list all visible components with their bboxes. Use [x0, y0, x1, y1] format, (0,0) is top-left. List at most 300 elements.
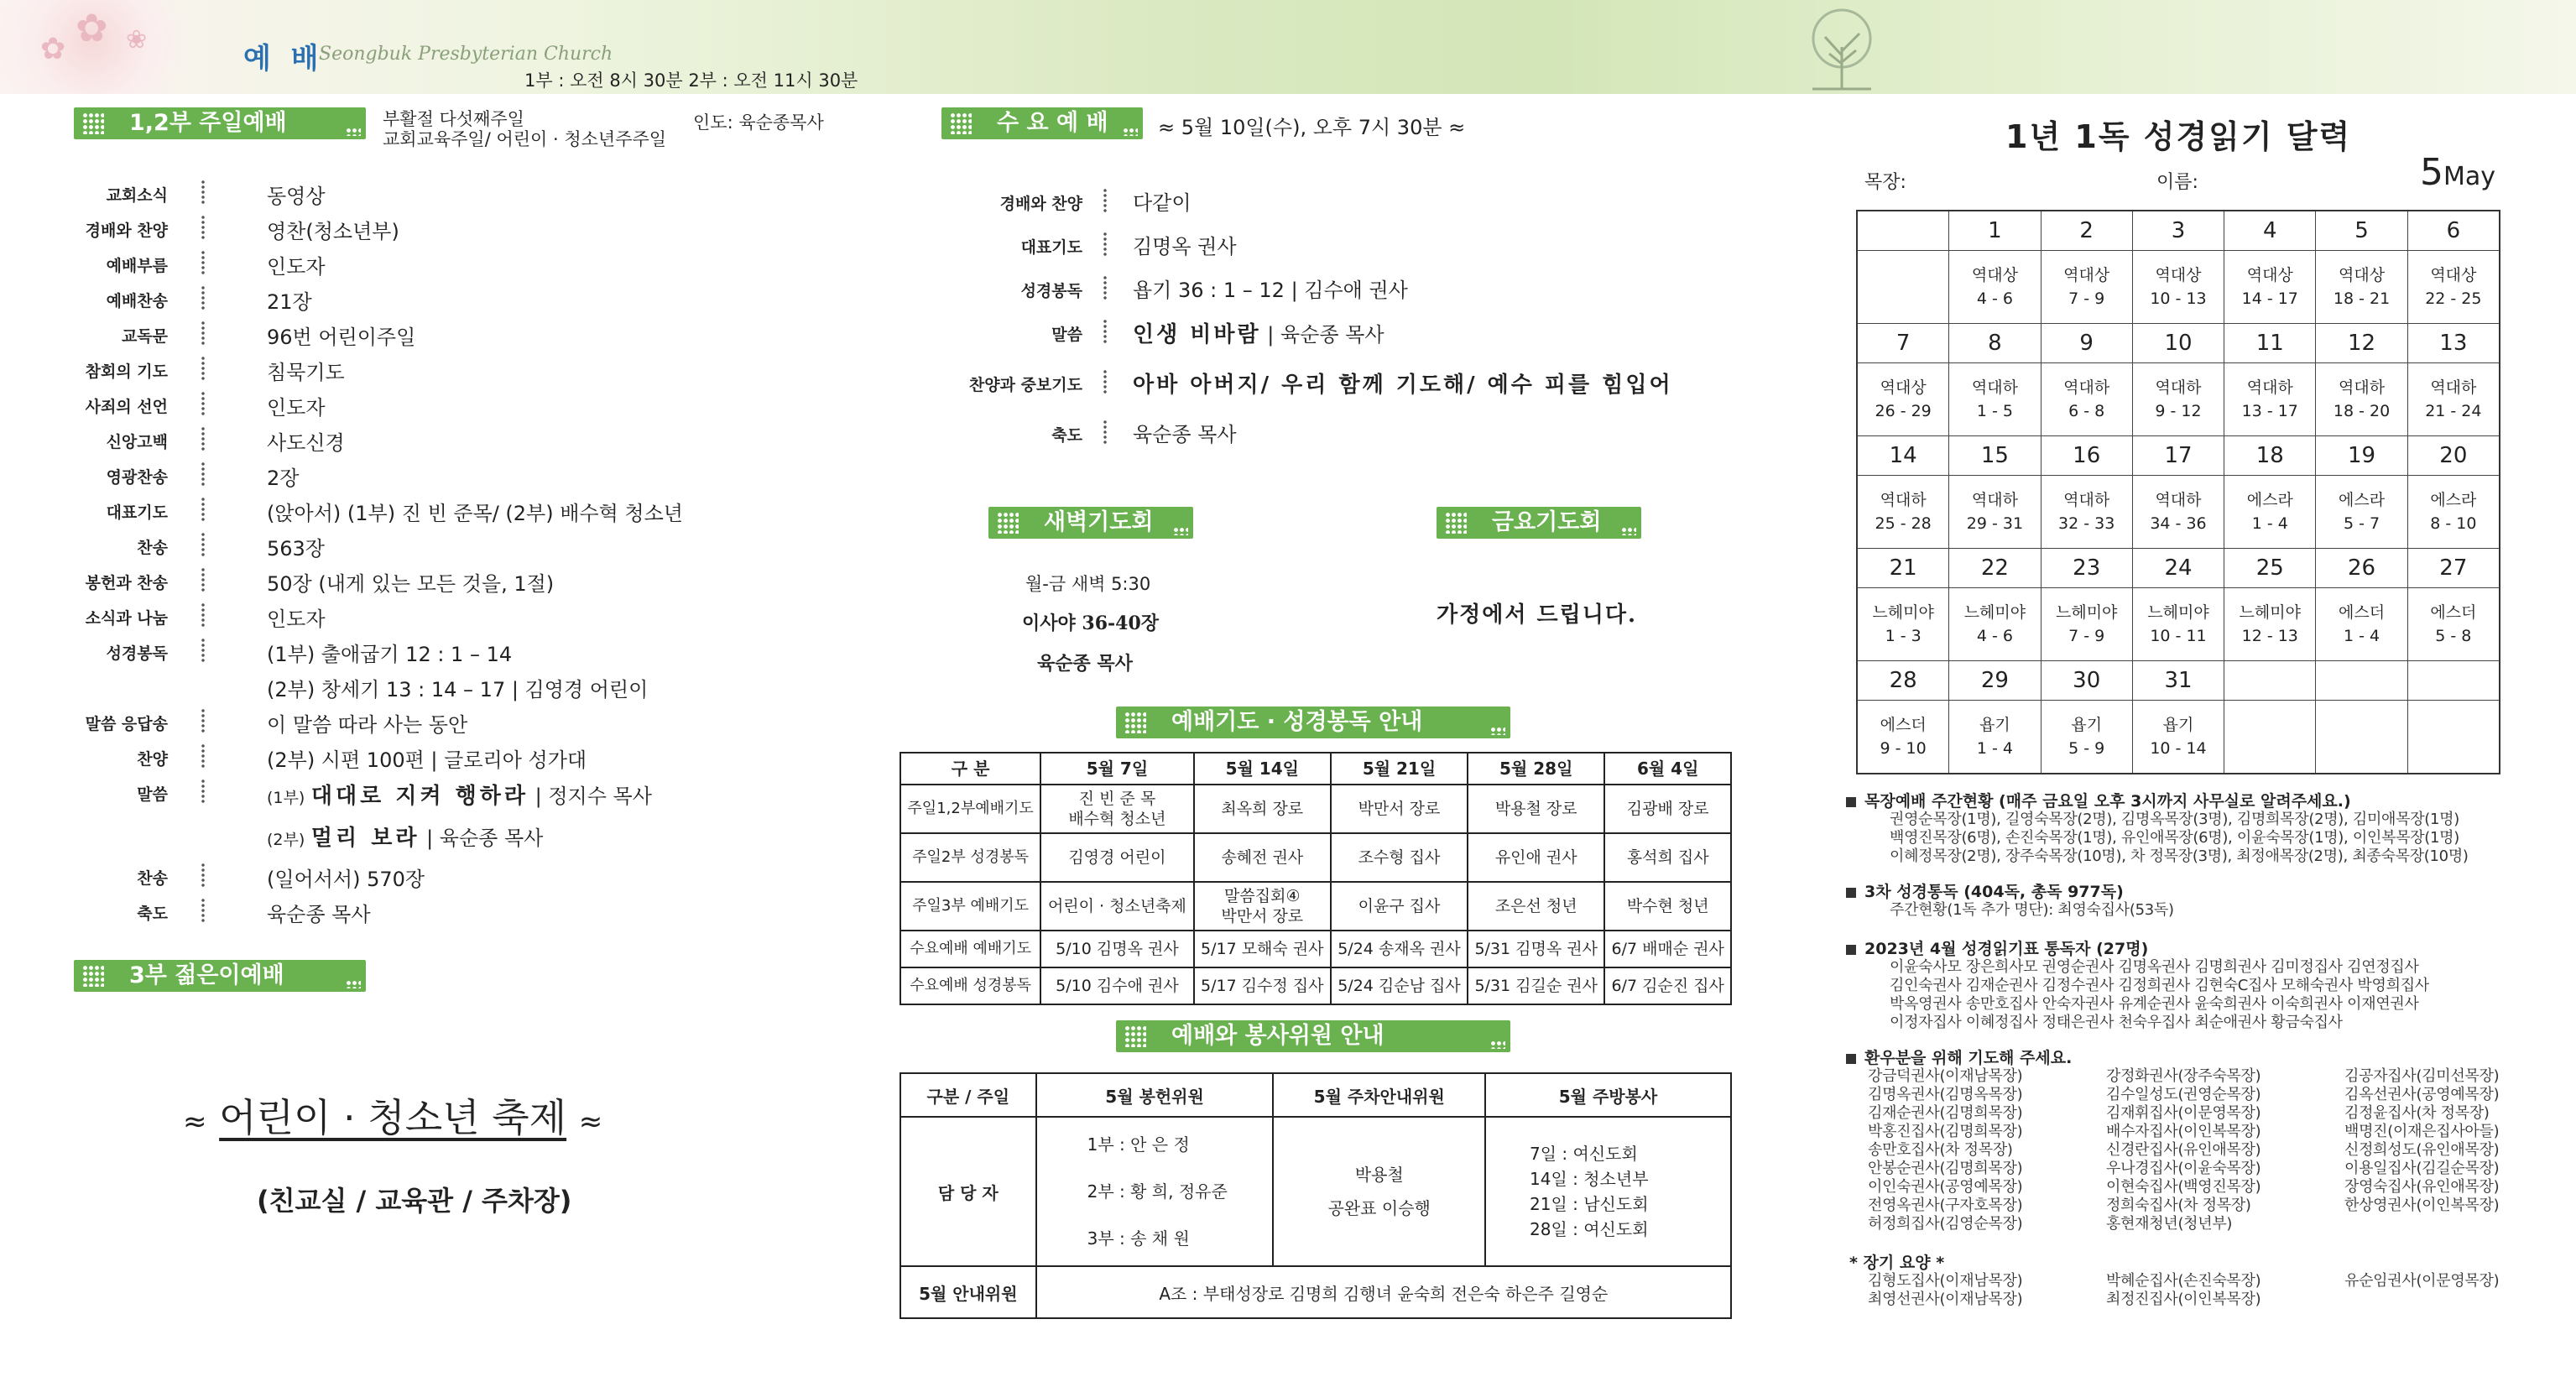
sermon-title: 멀리 보라	[310, 826, 420, 851]
calendar-date	[2316, 661, 2407, 701]
role-label: 담 당 자	[900, 1117, 1036, 1266]
calendar-date: 5	[2316, 211, 2407, 251]
calendar-date: 23	[2041, 549, 2132, 588]
wednesday-label: 경배와 찬양	[999, 195, 1082, 213]
calendar-reading-row	[1857, 588, 2500, 661]
dots-icon	[1123, 128, 1138, 136]
table-header: 5월 14일	[1194, 753, 1331, 785]
cell-line: 5/17 모해숙 권사	[1200, 940, 1324, 958]
note-title: 3차 성경통독 (404독, 총독 977독)	[1864, 883, 2124, 901]
calendar-reading	[1857, 363, 1949, 436]
colon-dots	[201, 250, 205, 275]
reading-chapters: 1 - 5	[1976, 402, 2013, 420]
reading-book: 에스더	[2339, 603, 2386, 622]
reading-chapters: 5 - 7	[2343, 514, 2380, 533]
church-script-name: Seongbuk Presbyterian Church	[319, 44, 613, 65]
colon-dots	[201, 391, 205, 416]
colon-dots	[1103, 369, 1107, 394]
order-value: 이 말씀 따라 사는 동안	[267, 713, 468, 737]
calendar-reading	[2316, 251, 2407, 324]
table-cell	[1331, 833, 1468, 882]
name-entry: 김정윤집사(차 정목장)	[2344, 1104, 2490, 1122]
name-row	[1846, 1086, 2564, 1104]
order-row	[76, 456, 881, 492]
reading-chapters: 21 - 24	[2425, 402, 2482, 420]
order-value: (1부) 출애굽기 12 : 1 – 14	[267, 643, 513, 666]
calendar-date: 8	[1949, 324, 2041, 363]
colon-dots	[201, 898, 205, 923]
table-cell	[1040, 882, 1193, 931]
reading-book: 느헤미야	[2147, 603, 2209, 622]
order-label: 소식과 나눔	[85, 609, 168, 628]
calendar-reading	[1857, 588, 1949, 661]
reading-chapters: 29 - 31	[1966, 514, 2024, 533]
calendar-date: 3	[2132, 211, 2224, 251]
table-cell	[1468, 833, 1604, 882]
colon-dots	[201, 356, 205, 381]
calendar-reading	[2407, 476, 2500, 549]
colon-dots	[201, 321, 205, 346]
calendar-date	[1857, 211, 1949, 251]
calendar-reading	[2132, 363, 2224, 436]
calendar-date: 18	[2224, 436, 2316, 476]
order-value: (일어서서) 570장	[267, 868, 425, 891]
name-entry: 장영숙집사(유인애목장)	[2344, 1178, 2500, 1196]
calendar-date: 6	[2407, 211, 2500, 251]
name-row	[1846, 1215, 2564, 1233]
calendar-date-row	[1857, 211, 2500, 251]
reading-book: 역대하	[2155, 491, 2202, 509]
cell-line: 박만서 장로	[1221, 907, 1304, 926]
order-row	[76, 738, 881, 774]
note-line: 이윤숙사모 장은희사모 권영순권사 김명옥권사 김명희권사 김미정집사 김연정집사	[1890, 958, 2419, 976]
note-line: 이혜정목장(2명), 장주숙목장(10명), 차 정목장(3명), 최정애목장(2명), 최종숙목장(10명)	[1890, 847, 2469, 865]
name-entry: 김재순권사(김명희목장)	[1868, 1104, 2023, 1122]
calendar-date-row	[1857, 549, 2500, 588]
calendar-date: 1	[1949, 211, 2041, 251]
calendar-date: 9	[2041, 324, 2132, 363]
dots-icon	[82, 965, 104, 987]
cell-line: 조수형 집사	[1358, 848, 1441, 867]
name-entry: 백명진(이재은집사아들)	[2344, 1123, 2500, 1140]
calendar-date: 7	[1857, 324, 1949, 363]
row-label	[900, 833, 1040, 882]
note-title: 환우분을 위해 기도해 주세요.	[1864, 1049, 2073, 1067]
order-row	[76, 527, 881, 562]
name-entry: 송만호집사(차 정목장)	[1868, 1141, 2013, 1159]
wednesday-value: 김명옥 권사	[1133, 235, 1237, 258]
order-value: 인도자	[267, 255, 326, 279]
row-label	[900, 882, 1040, 931]
order-value: 2장	[267, 467, 300, 490]
kitchen-line: 28일 : 여신도회	[1530, 1219, 1649, 1239]
order-row	[76, 351, 881, 386]
note-title: 목장예배 주간현황 (매주 금요일 오후 3시까지 사무실로 알려주세요.)	[1864, 792, 2351, 811]
calendar-reading	[1857, 701, 1949, 774]
month-number: 5	[2420, 151, 2443, 194]
kitchen-line: 7일 : 여신도회	[1530, 1144, 1638, 1164]
table-cell	[1468, 882, 1604, 931]
order-row	[76, 858, 881, 893]
reading-chapters: 14 - 17	[2241, 289, 2298, 308]
table-cell	[1331, 967, 1468, 1004]
name-entry: 김수일성도(권영순목장)	[2106, 1086, 2261, 1103]
name-label: 이름:	[2156, 172, 2198, 193]
section-header-prayer	[1116, 707, 1510, 738]
colon-dots	[201, 426, 205, 451]
name-entry: 이현숙집사(백영진목장)	[2106, 1178, 2261, 1196]
reading-chapters: 4 - 6	[1976, 289, 2013, 308]
calendar-date: 22	[1949, 549, 2041, 588]
dots-icon	[1490, 727, 1505, 735]
name-entry: 이용일집사(김길순목장)	[2344, 1160, 2500, 1177]
calendar-reading	[2316, 476, 2407, 549]
reading-book: 역대하	[1971, 491, 2018, 509]
colon-dots	[201, 638, 205, 663]
cell-line: 수요예배 예배기도	[910, 940, 1032, 957]
reading-book: 역대하	[2155, 378, 2202, 397]
order-value: 21장	[267, 290, 312, 314]
wednesday-time: 5월 10일(수), 오후 7시 30분	[1181, 116, 1442, 139]
calendar-date: 19	[2316, 436, 2407, 476]
reading-book: 에스라	[2246, 491, 2293, 509]
section-header-service	[1116, 1020, 1510, 1052]
section-header-dawn	[988, 507, 1193, 539]
wednesday-value	[1133, 368, 1673, 399]
calendar-date-row	[1857, 324, 2500, 363]
bible-reading-calendar	[1856, 210, 2500, 774]
reading-chapters: 22 - 25	[2425, 289, 2482, 308]
table-cell	[1040, 833, 1193, 882]
worship-title: 예 배	[243, 42, 324, 76]
calendar-reading	[2132, 476, 2224, 549]
ornament-left-icon: ≈	[1158, 116, 1176, 139]
calendar-date	[2224, 661, 2316, 701]
wednesday-row	[923, 180, 1678, 222]
cell-line: 5/24 송재옥 권사	[1338, 940, 1461, 958]
wednesday-value: 다같이	[1133, 191, 1192, 215]
name-entry: 신경란집사(유인애목장)	[2106, 1141, 2261, 1159]
colon-dots	[201, 779, 205, 804]
table-header: 5월 28일	[1468, 753, 1604, 785]
festival-location: (친교실 / 교육관 / 주차장)	[257, 1185, 572, 1217]
table-header-row	[900, 1073, 1731, 1117]
note-title: 2023년 4월 성경읽기표 통독자 (27명)	[1864, 940, 2149, 958]
dots-icon	[1621, 527, 1636, 535]
order-value: (2부) 시편 100편 | 글로리아 성가대	[267, 748, 587, 772]
wednesday-bold: 인생 비바람	[1133, 322, 1261, 347]
calendar-date: 27	[2407, 549, 2500, 588]
order-row	[76, 597, 881, 633]
offering-cell	[1036, 1117, 1274, 1266]
section-header-sunday	[74, 107, 366, 139]
reading-book: 느헤미야	[2055, 603, 2118, 622]
order-value: 사도신경	[267, 431, 345, 455]
order-label: 경배와 찬양	[85, 222, 168, 240]
table-row	[900, 833, 1731, 882]
table-cell	[1194, 785, 1331, 833]
colon-dots	[201, 743, 205, 769]
reading-book: 에스더	[2430, 603, 2477, 622]
calendar-reading	[2041, 588, 2132, 661]
calendar-reading-row	[1857, 476, 2500, 549]
cell-line: 5/10 김수애 권사	[1056, 977, 1179, 995]
bullet-icon	[1846, 1054, 1856, 1064]
guide-value: A조 : 부태성장로 김명희 김행녀 윤숙희 전은숙 하은주 길영순	[1036, 1266, 1731, 1318]
calendar-date: 20	[2407, 436, 2500, 476]
dawn-preacher: 육순종 목사	[1037, 653, 1133, 675]
reading-book: 느헤미야	[1963, 603, 2026, 622]
name-entry: 김재휘집사(이문영목장)	[2106, 1104, 2261, 1122]
note-bible-reading	[1846, 883, 2174, 920]
kitchen-line: 14일 : 청소년부	[1530, 1169, 1649, 1189]
cell-line: 조은선 청년	[1494, 897, 1577, 915]
name-row	[1846, 1141, 2564, 1160]
reading-chapters: 1 - 4	[2343, 627, 2380, 645]
calendar-date: 4	[2224, 211, 2316, 251]
bullet-icon	[1846, 888, 1856, 898]
cell-line: 5/10 김명옥 권사	[1056, 940, 1179, 958]
reading-chapters: 10 - 14	[2150, 739, 2207, 758]
order-label: 찬송	[137, 539, 168, 557]
reading-chapters: 1 - 4	[1976, 739, 2013, 758]
order-label: 교회소식	[106, 186, 168, 205]
table-row	[900, 967, 1731, 1004]
dots-icon	[82, 112, 104, 134]
calendar-reading	[1949, 476, 2041, 549]
table-row	[900, 1117, 1731, 1266]
month-label	[2420, 151, 2495, 194]
calendar-reading	[2224, 701, 2316, 774]
festival-title: 어린이 · 청소년 축제	[219, 1095, 567, 1140]
reading-book: 역대상	[2063, 266, 2110, 284]
reading-book: 에스라	[2430, 491, 2477, 509]
colon-dots	[201, 461, 205, 487]
month-word: May	[2443, 162, 2496, 191]
note-line: 김인숙권사 김재순권사 김정수권사 김정희권사 김현숙C집사 모해숙권사 박영희집사	[1890, 977, 2429, 994]
order-label: 말씀 응답송	[85, 715, 168, 733]
name-entry	[2344, 1215, 2564, 1233]
order-label: 예배부름	[106, 257, 168, 275]
wednesday-row	[923, 361, 1678, 403]
table-cell	[1604, 967, 1731, 1004]
calendar-date-row	[1857, 436, 2500, 476]
wednesday-bold: 아바 아버지/ 우리 함께 기도해/ 예수 피를 힘입어	[1133, 373, 1673, 398]
order-value	[267, 779, 652, 810]
prayer-schedule-table	[900, 752, 1732, 1005]
dots-icon	[1124, 1025, 1146, 1047]
wednesday-row	[923, 223, 1678, 265]
order-row	[76, 175, 881, 210]
reading-book: 역대상	[2246, 266, 2293, 284]
kitchen-cell	[1485, 1117, 1731, 1266]
note-readers	[1846, 940, 2429, 1032]
calendar-date: 16	[2041, 436, 2132, 476]
reading-chapters: 34 - 36	[2150, 514, 2207, 533]
name-entry: 허정희집사(김영순목장)	[1868, 1215, 2023, 1233]
note-long-term-care	[1846, 1254, 2564, 1309]
reading-book: 역대하	[2339, 378, 2386, 397]
parking-cell	[1273, 1117, 1485, 1266]
cell-line: 5/31 김명옥 권사	[1474, 940, 1598, 958]
wednesday-row	[923, 310, 1678, 352]
table-cell	[1331, 931, 1468, 967]
calendar-date: 12	[2316, 324, 2407, 363]
dawn-time: 월-금 새벽 5:30	[1025, 574, 1151, 594]
calendar-reading	[2132, 588, 2224, 661]
note-line: 권영순목장(1명), 길영숙목장(2명), 김명옥목장(3명), 김명희목장(2명), 김미애목장(1명)	[1890, 811, 2459, 828]
dots-icon	[1124, 712, 1146, 733]
reading-chapters: 9 - 10	[1880, 739, 1927, 758]
dots-icon	[1173, 527, 1188, 535]
section-title: 예배기도 · 성경봉독 안내	[1171, 709, 1423, 735]
reading-book: 에스더	[1880, 716, 1927, 734]
calendar-date: 24	[2132, 549, 2224, 588]
order-value: 영찬(청소년부)	[267, 220, 399, 243]
calendar-date: 2	[2041, 211, 2132, 251]
festival-heading	[183, 1087, 602, 1143]
reading-chapters: 25 - 28	[1875, 514, 1932, 533]
order-value: 563장	[267, 537, 325, 561]
offering-line: 2부 : 황 희, 정유준	[1087, 1181, 1228, 1202]
parking-line: 공완표 이승행	[1327, 1198, 1431, 1218]
name-row	[1846, 1160, 2564, 1178]
name-entry: 홍현재청년(청년부)	[2106, 1215, 2233, 1233]
cherry-blossom-icon: ❀	[126, 25, 148, 55]
calendar-date-row	[1857, 661, 2500, 701]
order-label: 교독문	[121, 327, 168, 346]
name-row	[1846, 1178, 2564, 1197]
order-label: 예배찬송	[106, 292, 168, 310]
cell-line: 박수현 청년	[1626, 897, 1709, 915]
order-value: 50장 (내게 있는 모든 것을, 1절)	[267, 572, 555, 596]
table-cell	[1194, 833, 1331, 882]
table-row	[900, 1266, 1731, 1318]
reading-book: 에스라	[2339, 491, 2386, 509]
table-header: 6월 4일	[1604, 753, 1731, 785]
wednesday-post: | 육순종 목사	[1267, 323, 1384, 347]
name-entry: 전영옥권사(구자호목장)	[1868, 1197, 2023, 1214]
reading-chapters: 1 - 4	[2251, 514, 2288, 533]
table-cell	[1604, 931, 1731, 967]
table-cell	[1040, 931, 1193, 967]
wednesday-label: 축도	[1051, 426, 1082, 445]
name-entry: 김형도집사(이재남목장)	[1868, 1272, 2023, 1290]
calendar-date: 11	[2224, 324, 2316, 363]
reading-chapters: 8 - 10	[2430, 514, 2477, 533]
order-row	[76, 633, 881, 668]
reading-book: 느헤미야	[2239, 603, 2301, 622]
order-row	[76, 315, 881, 351]
name-entry: 이인숙권사(공영예목장)	[1868, 1178, 2023, 1196]
calendar-date: 14	[1857, 436, 1949, 476]
note-line: 백영진목장(6명), 손진숙목장(1명), 유인애목장(6명), 이윤숙목장(1명), 이인복목장(1명)	[1890, 829, 2459, 847]
reading-chapters: 26 - 29	[1875, 402, 1932, 420]
order-row	[76, 421, 881, 456]
banner-flower-area	[0, 0, 210, 94]
cell-line: 김광배 장로	[1626, 800, 1709, 818]
cell-line: 최옥희 장로	[1221, 800, 1304, 818]
colon-dots	[1103, 420, 1107, 445]
dots-icon	[997, 512, 1019, 534]
colon-dots	[1103, 275, 1107, 300]
reading-book: 역대하	[2246, 378, 2293, 397]
name-entry: 정희숙집사(차 정목장)	[2106, 1197, 2251, 1214]
reading-chapters: 5 - 8	[2435, 627, 2472, 645]
reading-book: 역대상	[1880, 378, 1927, 397]
colon-dots	[201, 497, 205, 522]
cell-line: 유인애 권사	[1494, 848, 1577, 867]
calendar-reading	[2407, 363, 2500, 436]
calendar-reading	[1949, 251, 2041, 324]
name-entry: 배수자집사(이인복목장)	[2106, 1123, 2261, 1140]
order-row	[76, 703, 881, 738]
calendar-title: 1년 1독 성경읽기 달력	[2005, 118, 2352, 155]
reading-chapters: 5 - 9	[2068, 739, 2105, 758]
name-entry: 유순임권사(이문영목장)	[2344, 1272, 2500, 1290]
calendar-reading	[2224, 251, 2316, 324]
cell-line: 5/17 김수정 집사	[1200, 977, 1324, 995]
table-cell	[1468, 931, 1604, 967]
calendar-date: 26	[2316, 549, 2407, 588]
bullet-icon	[1846, 797, 1856, 807]
reading-book: 욥기	[2071, 716, 2103, 734]
order-value: 육순종 목사	[267, 903, 371, 926]
calendar-reading	[1949, 363, 2041, 436]
sunday-line: 부활절 다섯째주일	[383, 109, 524, 129]
name-row	[1846, 1291, 2564, 1309]
cell-line: 배수혁 청소년	[1068, 810, 1166, 828]
dots-icon	[950, 112, 972, 134]
calendar-reading	[2407, 701, 2500, 774]
calendar-reading	[2224, 476, 2316, 549]
note-small-group	[1846, 792, 2469, 866]
name-row	[1846, 1067, 2564, 1086]
colon-dots	[201, 215, 205, 240]
note-line: 주간현황(1독 추가 명단): 최영숙집사(53독)	[1890, 901, 2174, 919]
cherry-blossom-icon: ✿	[76, 5, 108, 50]
name-entry: 김공자집사(김미선목장)	[2344, 1067, 2500, 1085]
cell-line: 주일3부 예배기도	[912, 897, 1030, 915]
calendar-reading-row	[1857, 701, 2500, 774]
name-entry: 김옥선권사(공영예목장)	[2344, 1086, 2500, 1103]
order-row	[76, 210, 881, 245]
calendar-reading	[2407, 588, 2500, 661]
table-header: 5월 7일	[1040, 753, 1193, 785]
order-label: 찬양	[137, 750, 168, 769]
calendar-reading	[2224, 363, 2316, 436]
calendar-reading	[2041, 476, 2132, 549]
dawn-scripture: 이사야 36-40장	[1022, 613, 1160, 634]
calendar-date: 17	[2132, 436, 2224, 476]
calendar-date: 21	[1857, 549, 1949, 588]
order-label: 성경봉독	[106, 644, 168, 663]
reading-chapters: 1 - 3	[1885, 627, 1922, 645]
reading-chapters: 18 - 20	[2333, 402, 2391, 420]
parking-line: 박용철	[1354, 1165, 1404, 1185]
service-volunteer-table	[900, 1072, 1732, 1319]
order-label: 대표기도	[106, 503, 168, 522]
sermon-title: 대대로 지켜 행하라	[310, 784, 529, 809]
order-row	[76, 492, 881, 527]
order-value	[267, 821, 543, 852]
table-header: 5월 21일	[1331, 753, 1468, 785]
table-header: 5월 주방봉사	[1485, 1073, 1731, 1117]
wednesday-value	[1133, 317, 1384, 348]
cell-line: 말씀집회④	[1224, 887, 1301, 905]
reading-book: 역대하	[2063, 491, 2110, 509]
cell-line: 김영경 어린이	[1068, 848, 1166, 867]
